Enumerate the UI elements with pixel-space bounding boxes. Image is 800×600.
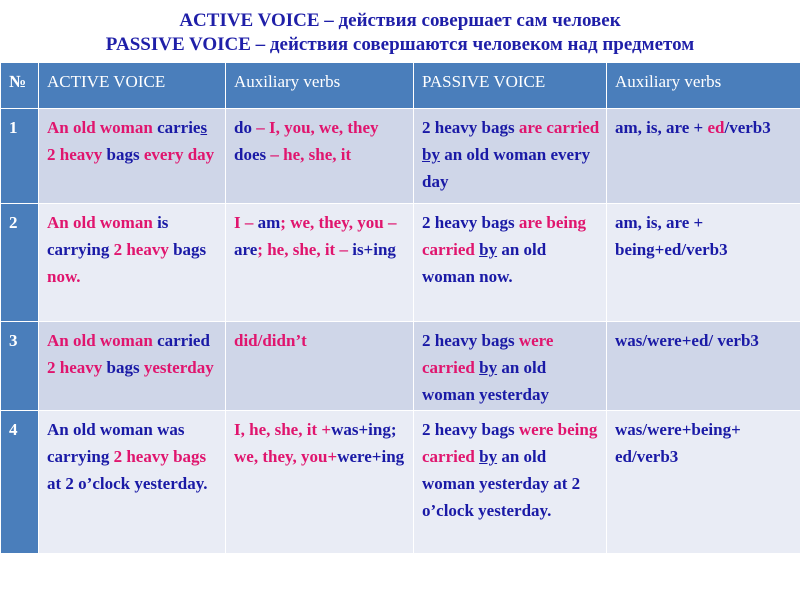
passive-auxiliary-cell [607,322,800,411]
passive-auxiliary-cell [607,411,800,554]
header-number: № [1,63,39,109]
text-segment: is carrying [47,213,169,259]
text-segment: by [479,358,498,377]
passive-voice-cell [414,109,607,204]
active-voice-cell [39,322,226,411]
text-segment: 2 heavy bags [422,118,519,137]
header-active-voice: ACTIVE VOICE [39,63,226,109]
text-segment: is+ing [352,240,396,259]
passive-auxiliary-cell [607,204,800,322]
text-segment: an old woman yesterday [422,358,550,404]
text-segment: we, they, you+ [234,447,338,466]
title-line-1: ACTIVE VOICE – действия совершает сам человек [179,10,621,31]
auxiliary-verbs-cell [226,204,414,322]
text-segment: by [422,145,440,164]
text-segment: An old woman [47,118,158,137]
text-segment: were being carried [422,420,598,466]
passive-auxiliary-cell [607,109,800,204]
text-segment: are carried [518,118,600,137]
text-segment: ; we, they, you – [280,213,397,232]
passive-voice-cell [414,322,607,411]
text-segment: was+ing; [331,420,397,439]
text-segment: by [479,240,498,259]
text-segment: 2 heavy bags [422,420,519,439]
text-segment: am, is, are + being+ed/verb3 [615,213,728,259]
text-segment: 2 heavy bags [113,447,207,466]
text-segment: An old woman [47,213,158,232]
text-segment: – I, you, we, they [251,118,379,137]
text-segment: an old woman now. [422,240,547,286]
text-segment: /verb3 [724,118,771,137]
text-segment: ed [707,118,725,137]
table-row [1,322,800,411]
text-segment: were+ing [337,447,405,466]
auxiliary-verbs-cell [226,411,414,554]
text-segment: – he, she, it [266,145,352,164]
table-header-row [1,63,800,109]
header-passive-voice: PASSIVE VOICE [414,63,607,109]
text-segment: now. [47,267,81,286]
voice-table [0,62,800,554]
text-segment: were carried [422,331,554,377]
text-segment: was carrying [47,420,185,466]
active-voice-cell [39,204,226,322]
text-segment: am, is, are + [615,118,708,137]
title-line-2: PASSIVE VOICE – действия совершаются человеком над предметом [105,34,695,55]
active-voice-cell [39,109,226,204]
text-segment: yesterday [143,358,214,377]
active-voice-cell [39,411,226,554]
text-segment: was/were+ed/ verb3 [615,331,759,350]
header-auxiliary-verbs-passive: Auxiliary verbs [607,63,800,109]
text-segment: carried [157,331,210,350]
row-number: 3 [1,322,39,411]
text-segment: bags [106,145,140,164]
text-segment: by [479,447,498,466]
text-segment: I, he, she, it + [234,420,332,439]
text-segment: ; he, she, it – [257,240,353,259]
text-segment: I – [234,213,258,232]
text-segment: do [234,118,252,137]
table-row [1,411,800,554]
text-segment: 2 heavy [47,358,107,377]
text-segment: are [234,240,258,259]
row-number: 4 [1,411,39,554]
text-segment: did/didn’t [234,331,307,350]
table-row [1,109,800,204]
passive-voice-cell [414,204,607,322]
text-segment: every day [139,145,215,164]
text-segment: carrie [157,118,201,137]
text-segment: 2 heavy bags [422,213,519,232]
header-auxiliary-verbs: Auxiliary verbs [226,63,414,109]
auxiliary-verbs-cell [226,109,414,204]
table-row [1,204,800,322]
text-segment: An old woman [47,331,158,350]
text-segment: s [200,118,208,137]
text-segment: does [234,145,267,164]
passive-voice-cell [414,411,607,554]
text-segment: An old woman [47,420,158,439]
text-segment: am [257,213,281,232]
row-number: 1 [1,109,39,204]
text-segment: are being carried [422,213,587,259]
text-segment: bags [173,240,207,259]
auxiliary-verbs-cell [226,322,414,411]
text-segment: 2 heavy [47,145,107,164]
text-segment: bags [106,358,144,377]
text-segment: 2 heavy bags [422,331,519,350]
text-segment: at 2 o’clock yesterday. [47,474,208,493]
row-number: 2 [1,204,39,322]
text-segment: was/were+being+ ed/verb3 [615,420,741,466]
text-segment: an old woman yesterday at 2 o’clock yesterday. [422,447,581,520]
text-segment: an old woman every day [422,145,591,191]
text-segment: 2 heavy [113,240,174,259]
